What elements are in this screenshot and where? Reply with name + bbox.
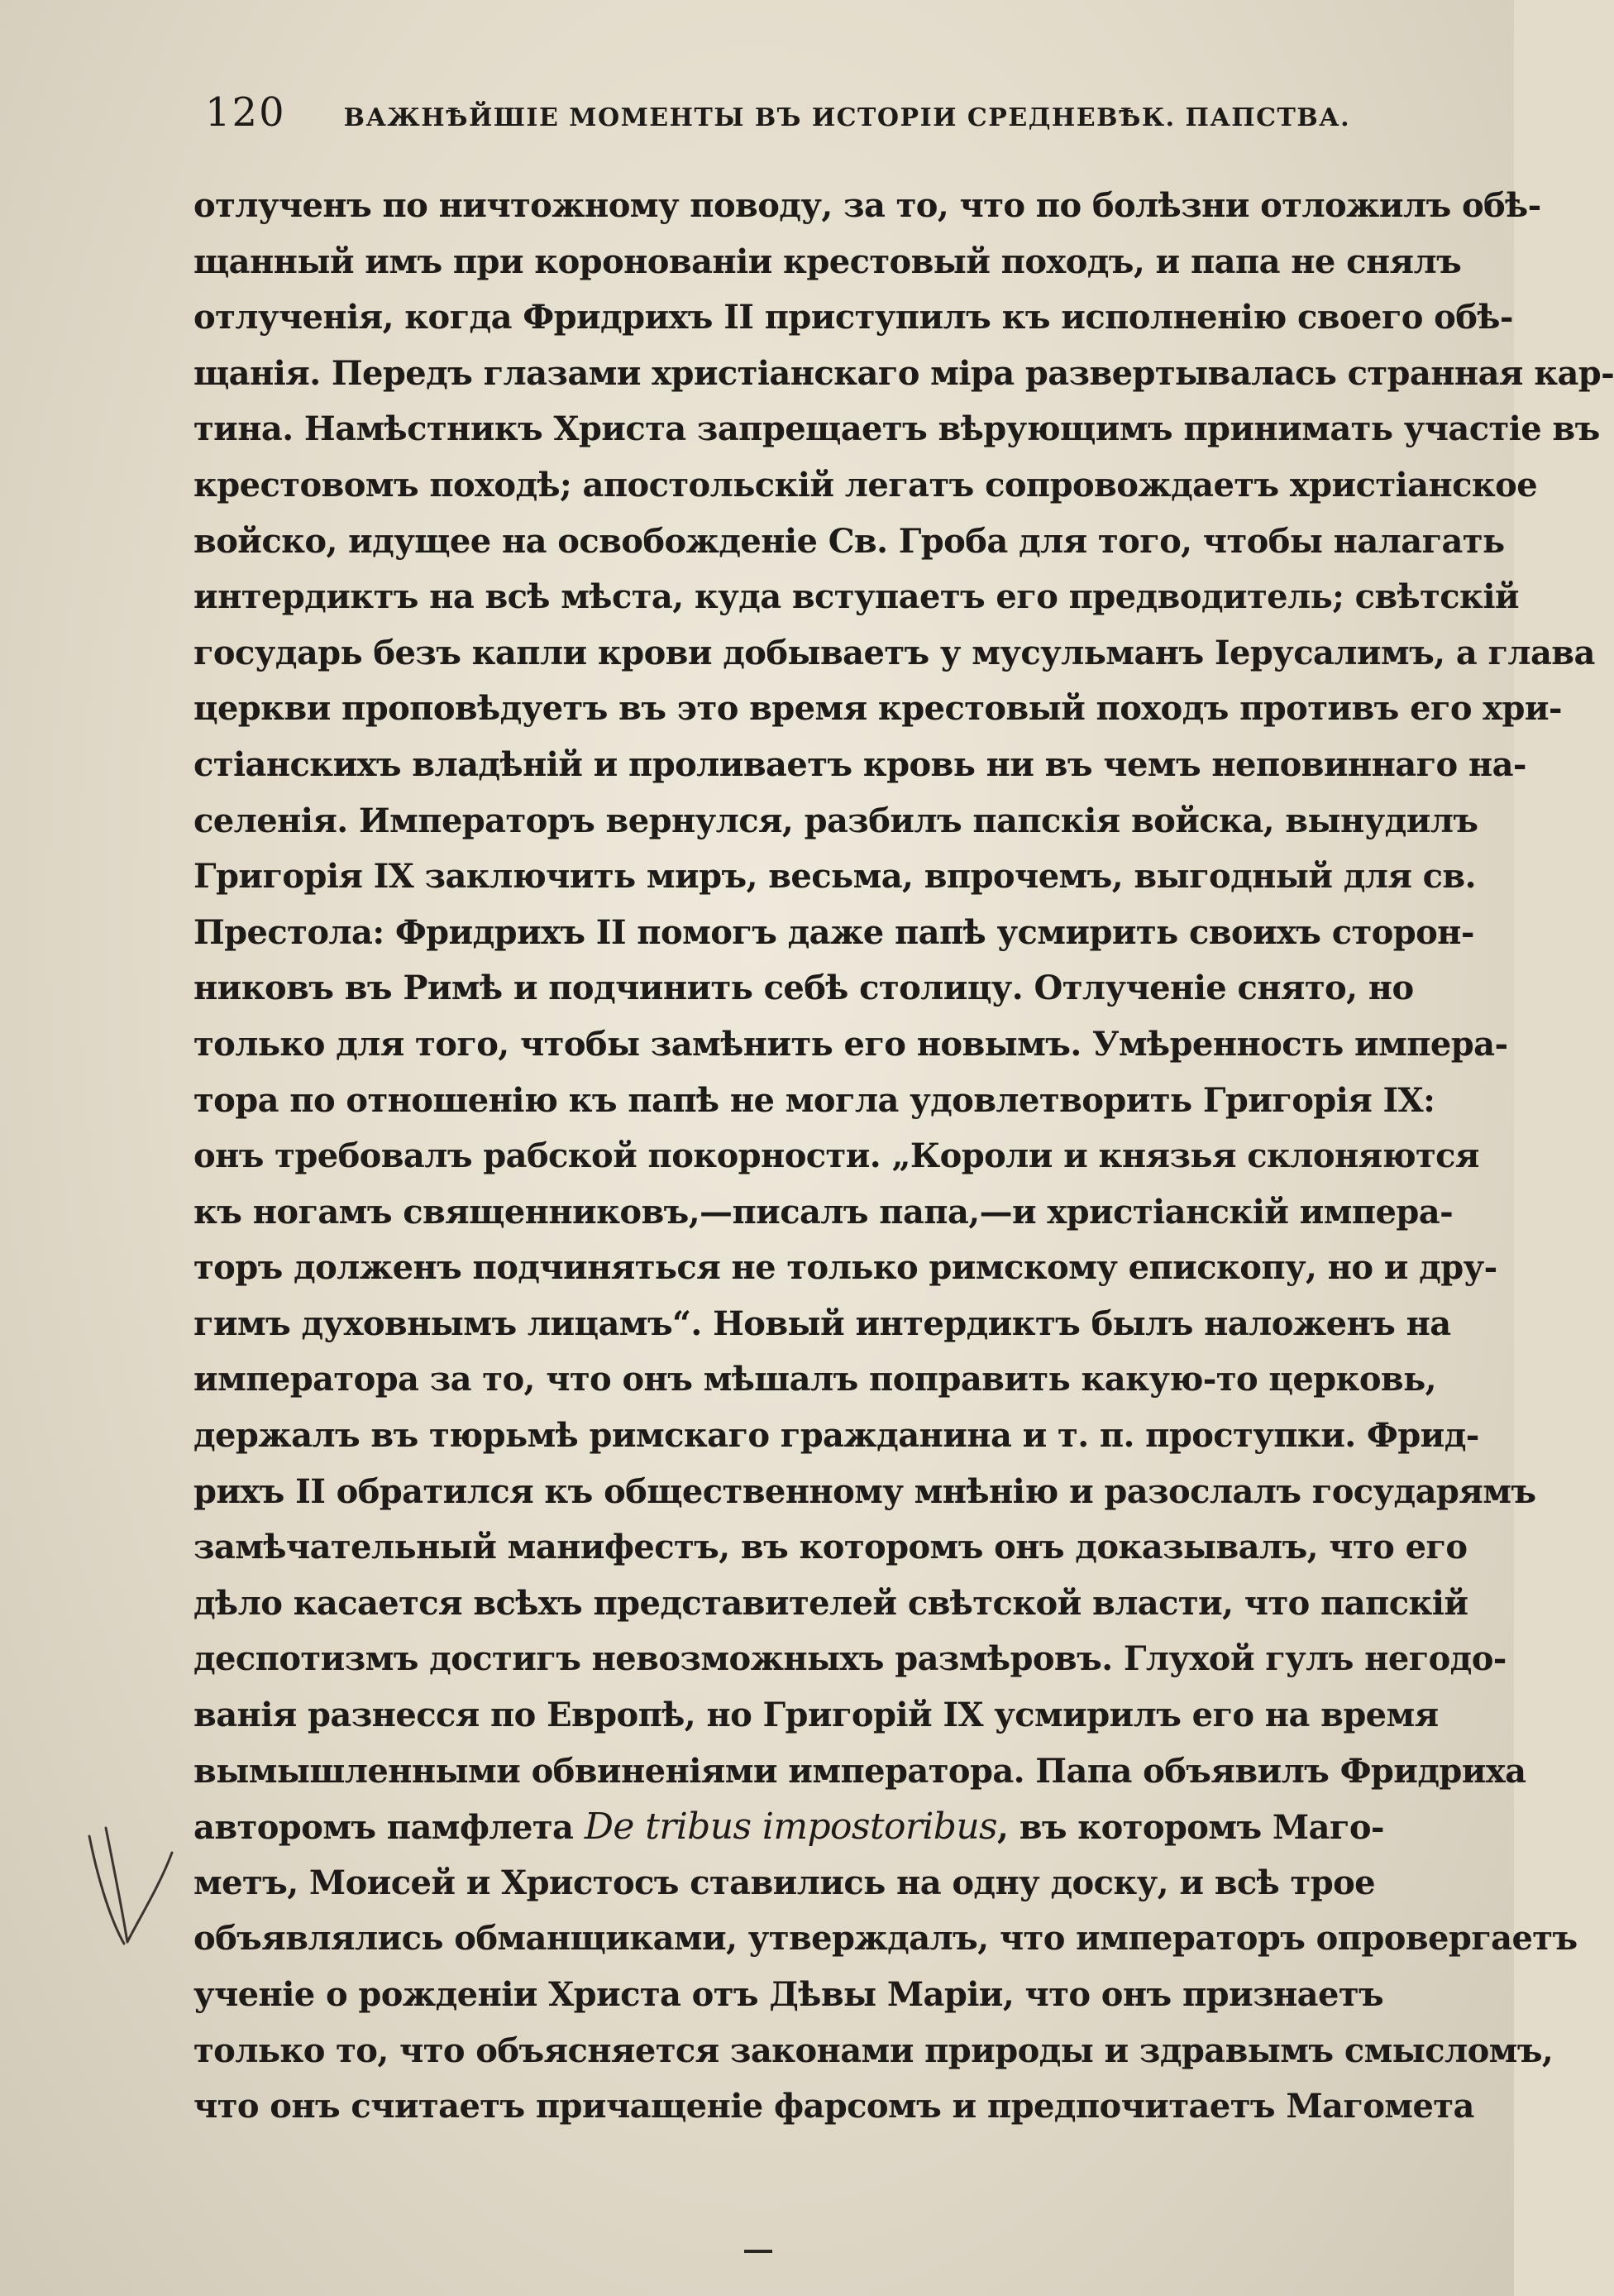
text-line: замѣчательный манифестъ, въ которомъ онъ доказывалъ, что его	[193, 1528, 1468, 1567]
text-line: войско, идущее на освобожденіе Св. Гроба для того, чтобы налагать	[193, 521, 1505, 561]
body-text	[193, 178, 1614, 2135]
text-line: гимъ духовнымъ лицамъ“. Новый интердиктъ былъ наложенъ на	[193, 1303, 1451, 1343]
text-line: селенія. Императоръ вернулся, разбилъ папскія войска, вынудилъ	[193, 801, 1478, 840]
text-line-with-italic-title	[193, 1799, 1384, 1855]
text-line: крестовомъ походѣ; апостольскій легатъ сопровождаетъ христіанское	[193, 465, 1538, 505]
text-line: держалъ въ тюрьмѣ римскаго гражданина и т. п. проступки. Фрид-	[193, 1416, 1479, 1456]
text-line: что онъ считаетъ причащеніе фарсомъ и предпочитаетъ Магомета	[193, 2087, 1474, 2126]
page-number: 120	[205, 89, 286, 136]
text-line: тина. Намѣстникъ Христа запрещаетъ вѣрующимъ принимать участіе въ	[193, 409, 1600, 449]
text-line: щанный имъ при коронованіи крестовый походъ, и папа не снялъ	[193, 242, 1462, 281]
text-line: только то, что объясняется законами природы и здравымъ смысломъ,	[193, 2031, 1554, 2070]
text-line: никовъ въ Римѣ и подчинить себѣ столицу. Отлученіе снято, но	[193, 969, 1414, 1008]
text-line: ванія разнесся по Европѣ, но Григорій IX усмирилъ его на время	[193, 1696, 1439, 1735]
text-line: деспотизмъ достигъ невозможныхъ размѣровъ. Глухой гулъ негодо-	[193, 1639, 1507, 1679]
text-line: только для того, чтобы замѣнить его новымъ. Умѣренность импера-	[193, 1024, 1508, 1064]
text-line: къ ногамъ священниковъ,—писалъ папа,—и христіанскій импера-	[193, 1192, 1454, 1232]
text-line: ученіе о рожденіи Христа отъ Дѣвы Маріи, что онъ признаетъ	[193, 1975, 1384, 2014]
text-line: вымышленными обвиненіями императора. Папа объявилъ Фридриха	[193, 1751, 1526, 1791]
text-line: рихъ II обратился къ общественному мнѣнію и разослалъ государямъ	[193, 1471, 1536, 1511]
italic-book-title: De tribus impostoribus	[584, 1806, 998, 1849]
text-line: метъ, Моисей и Христосъ ставились на одну доску, и всѣ трое	[193, 1863, 1375, 1902]
footer-dash	[744, 2250, 772, 2253]
text-line: отлученія, когда Фридрихъ II приступилъ къ исполненію своего обѣ-	[193, 298, 1513, 337]
text-line: интердиктъ на всѣ мѣста, куда вступаетъ его предводитель; свѣтскій	[193, 577, 1519, 617]
text-line: щанія. Передъ глазами христіанскаго міра развертывалась странная кар-	[193, 353, 1614, 393]
text-line: Престола: Фридрихъ II помогъ даже папѣ усмирить своихъ сторон-	[193, 912, 1474, 952]
running-title: ВАЖНѢЙШІЕ МОМЕНТЫ ВЪ ИСТОРІИ СРЕДНЕВѢК. ПАПСТВА.	[343, 103, 1351, 132]
pencil-margin-mark	[81, 1820, 180, 1952]
text-segment: , въ которомъ Маго-	[997, 1808, 1384, 1848]
text-line: церкви проповѣдуетъ въ это время крестовый походъ противъ его хри-	[193, 689, 1562, 729]
text-segment: авторомъ памфлета	[193, 1808, 585, 1848]
text-line: дѣло касается всѣхъ представителей свѣтской власти, что папскій	[193, 1583, 1468, 1623]
text-line: Григорія IX заключить миръ, весьма, впрочемъ, выгодный для св.	[193, 857, 1476, 897]
text-line: императора за то, что онъ мѣшалъ поправить какую-то церковь,	[193, 1360, 1436, 1399]
text-line: стіанскихъ владѣній и проливаетъ кровь ни въ чемъ неповиннаго на-	[193, 744, 1526, 784]
text-line: государь безъ капли крови добываетъ у мусульманъ Іерусалимъ, а глава	[193, 633, 1595, 672]
running-head	[205, 89, 1351, 139]
text-line: торъ долженъ подчиняться не только римскому епископу, но и дру-	[193, 1248, 1497, 1288]
text-line: тора по отношенію къ папѣ не могла удовлетворить Григорія IX:	[193, 1080, 1435, 1120]
text-line: объявлялись обманщиками, утверждалъ, что императоръ опровергаетъ	[193, 1919, 1578, 1959]
text-line: онъ требовалъ рабской покорности. „Короли и князья склоняются	[193, 1136, 1479, 1176]
text-line: отлученъ по ничтожному поводу, за то, что по болѣзни отложилъ обѣ-	[193, 186, 1541, 225]
